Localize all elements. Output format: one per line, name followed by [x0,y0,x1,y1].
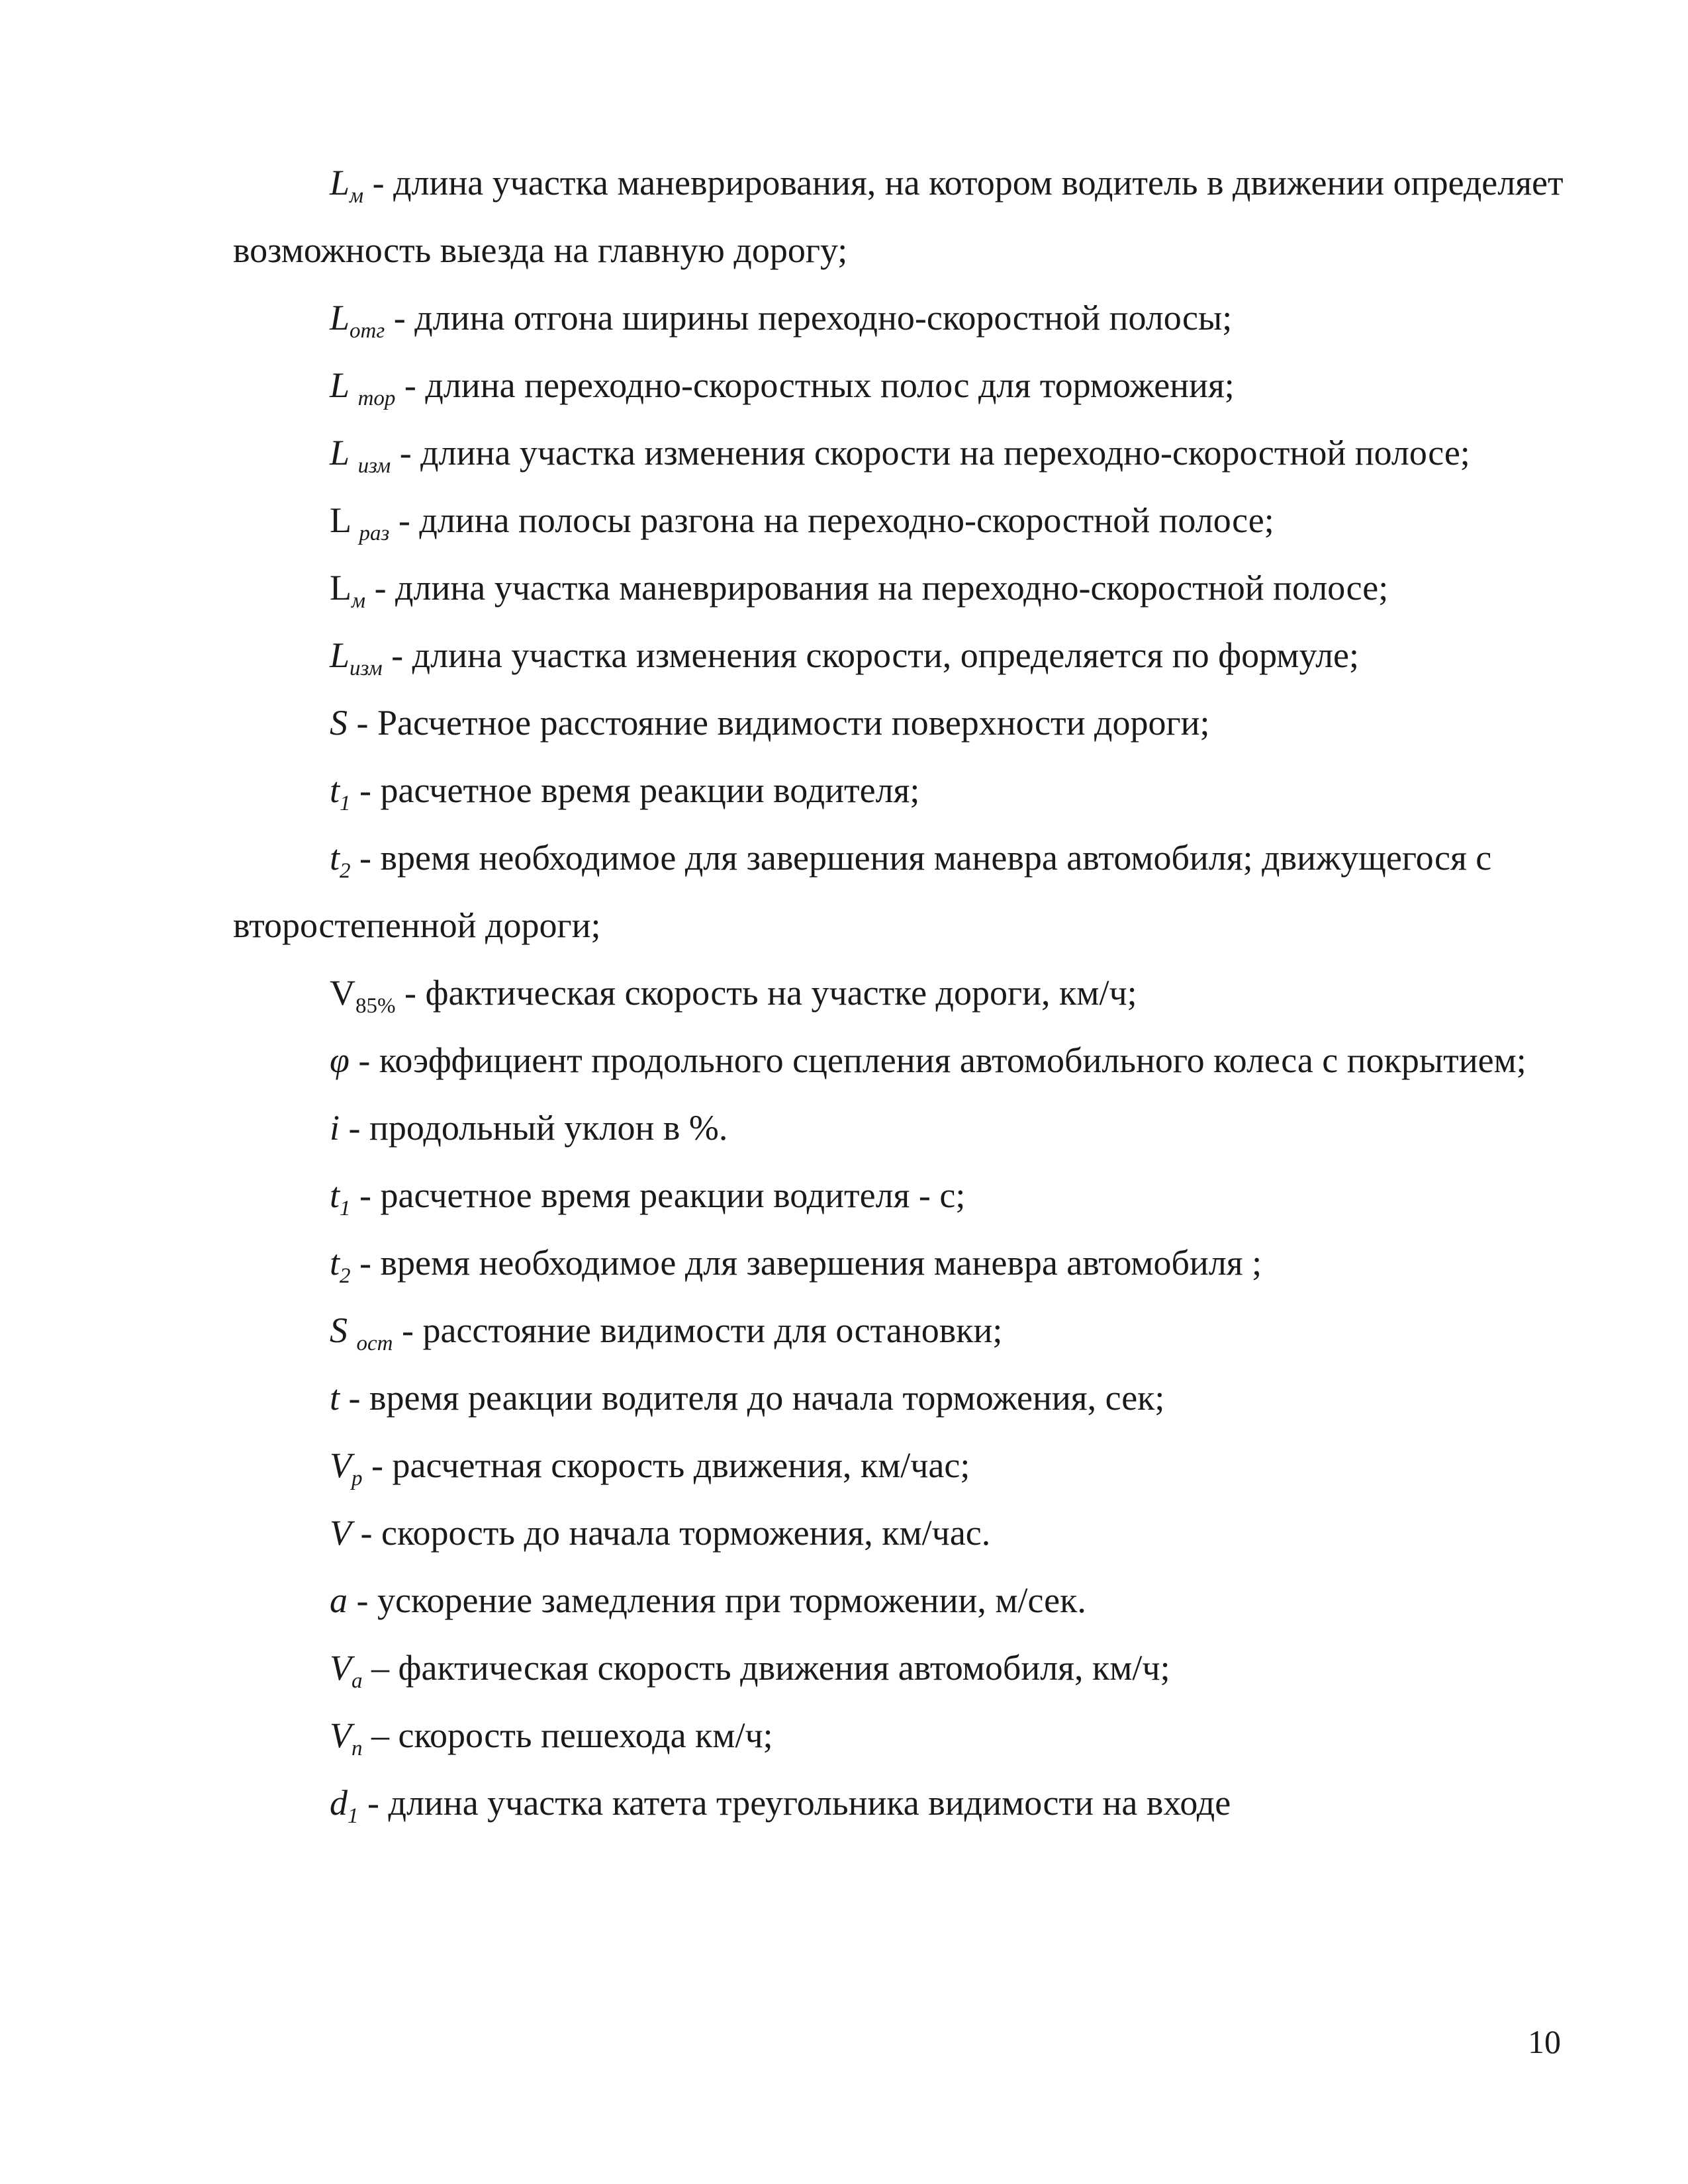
definition-text: - длина участка изменения скорости, определяется по формуле; [382,635,1359,675]
symbol: V [330,1715,352,1755]
definition-text: - продольный уклон в %. [340,1108,728,1148]
symbol-subscript: а [352,1669,363,1693]
page-body [233,149,1564,1837]
symbol: a [330,1580,348,1620]
definition-entry [233,1702,1564,1769]
symbol: V [330,1513,352,1553]
definition-text: - скорость до начала торможения, км/час. [352,1513,991,1553]
definition-text: - Расчетное расстояние видимости поверхности дороги; [348,703,1210,743]
symbol: d [330,1783,348,1823]
definition-text: - коэффициент продольного сцепления автомобильного колеса с покрытием; [349,1040,1526,1080]
symbol: L [330,433,358,473]
definition-text: - ускорение замедления при торможении, м/сек. [348,1580,1086,1620]
symbol: t [330,1378,340,1418]
definition-entry [233,621,1564,689]
definition-entry [233,689,1564,756]
definition-entry [233,1026,1564,1094]
symbol: φ [330,1040,350,1080]
definition-text: - длина переходно-скоростных полос для торможения; [395,365,1235,405]
definition-entry [233,486,1564,554]
definition-text: - длина полосы разгона на переходно-скоростной полосе; [389,500,1274,540]
definition-entry [233,1499,1564,1567]
definition-text: - расчетное время реакции водителя - с; [350,1175,966,1215]
symbol: t [330,1175,340,1215]
definition-entry [233,1769,1564,1837]
definition-text: - длина участка маневрирования, на котором водитель в движении определяет возможность выезда на главную дорогу; [233,163,1564,270]
symbol-subscript: 85% [355,994,396,1018]
definition-entry [233,959,1564,1026]
definition-text: - длина участка катета треугольника видимости на входе [358,1783,1231,1823]
page-number: 10 [1528,2023,1561,2060]
definition-entry [233,1432,1564,1499]
symbol-subscript: 1 [348,1804,359,1828]
symbol: L [330,163,350,203]
definition-entry [233,419,1564,486]
definition-entry [233,1567,1564,1634]
definition-entry [233,554,1564,621]
symbol: t [330,838,340,878]
symbol: L [330,568,352,608]
symbol: t [330,1243,340,1283]
symbol: L [330,298,350,338]
symbol: S [330,703,348,743]
definition-text: - время необходимое для завершения маневра автомобиля ; [350,1243,1262,1283]
definition-entry [233,1364,1564,1432]
definition-text: - расчетная скорость движения, км/час; [362,1445,970,1485]
symbol-subscript: 2 [340,859,351,883]
definition-entry [233,1094,1564,1161]
definition-text: - фактическая скорость на участке дороги, км/ч; [395,973,1137,1013]
definition-text: - длина участка маневрирования на переходно-скоростной полосе; [365,568,1389,608]
symbol: V [330,1445,352,1485]
symbol-subscript: п [352,1737,363,1760]
symbol: L [330,365,358,405]
definition-entry [233,824,1564,959]
definition-entry [233,351,1564,419]
symbol-subscript: отг [350,319,385,343]
symbol-subscript: ост [356,1332,393,1355]
definition-text: - время реакции водителя до начала торможения, сек; [340,1378,1165,1418]
definition-text: – фактическая скорость движения автомобиля, км/ч; [362,1648,1170,1688]
symbol-subscript: 1 [340,1197,351,1220]
symbol-subscript: изм [350,657,383,680]
definition-entry [233,149,1564,284]
symbol-subscript: раз [359,522,390,545]
definition-entry [233,756,1564,824]
definition-text: – скорость пешехода км/ч; [362,1715,773,1755]
definition-text: - расстояние видимости для остановки; [393,1310,1003,1350]
symbol-subscript: 2 [340,1264,351,1288]
definition-text: - длина отгона ширины переходно-скоростной полосы; [385,298,1233,338]
definition-text: - расчетное время реакции водителя; [350,770,920,810]
symbol: i [330,1108,340,1148]
definitions-list [233,149,1564,1837]
symbol: L [330,500,359,540]
definition-text: - время необходимое для завершения маневра автомобиля; движущегося с второстепенной дороги; [233,838,1492,945]
symbol: L [330,635,350,675]
symbol: t [330,770,340,810]
definition-entry [233,284,1564,351]
definition-entry [233,1161,1564,1229]
symbol-subscript: изм [357,454,391,478]
symbol: V [330,973,355,1013]
symbol: S [330,1310,357,1350]
symbol-subscript: м [350,184,364,208]
symbol-subscript: м [352,589,366,613]
symbol-subscript: р [352,1467,363,1490]
definition-entry [233,1297,1564,1364]
symbol-subscript: тор [357,387,396,410]
definition-entry [233,1634,1564,1702]
symbol: V [330,1648,352,1688]
symbol-subscript: 1 [340,792,351,815]
definition-text: - длина участка изменения скорости на переходно-скоростной полосе; [391,433,1470,473]
definition-entry [233,1229,1564,1297]
